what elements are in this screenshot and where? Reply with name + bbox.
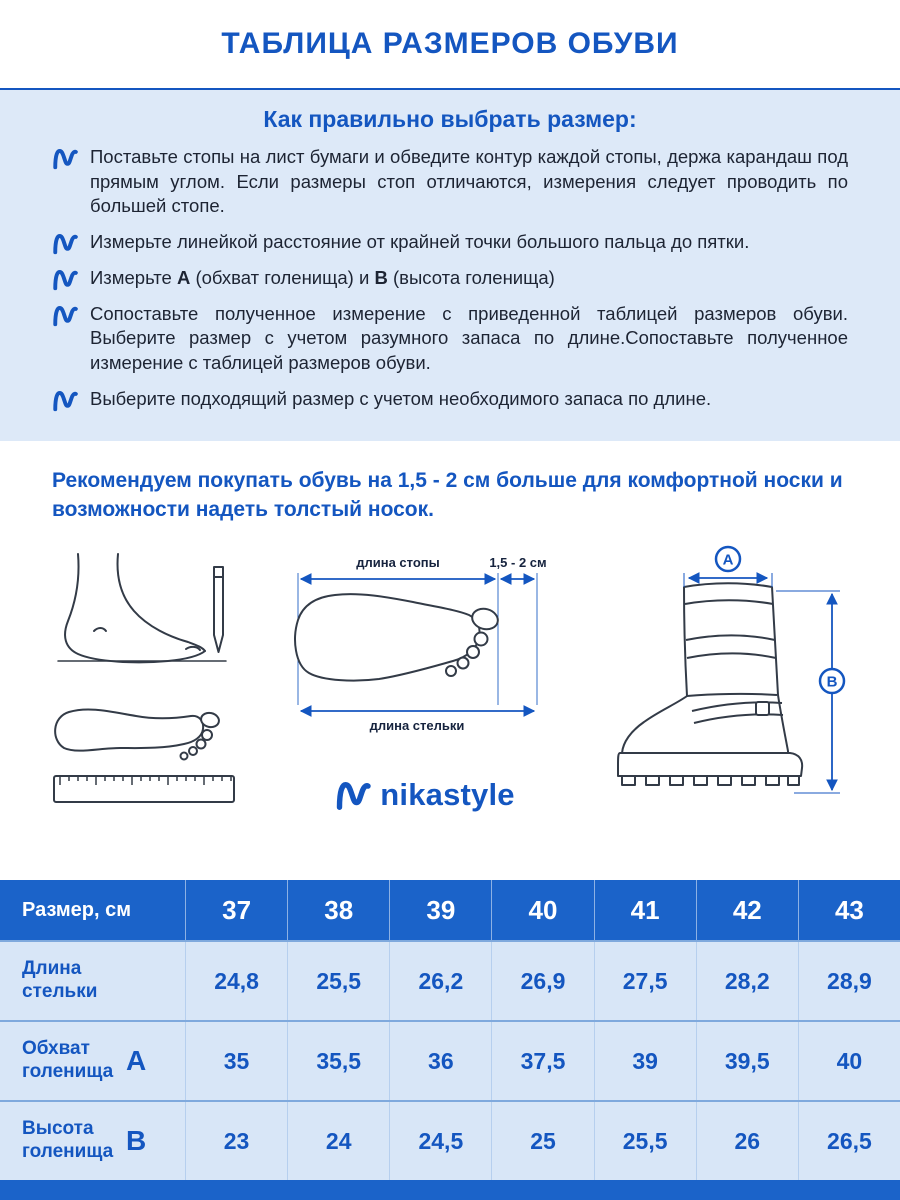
howto-item-1 — [52, 145, 848, 219]
brand-bullet-icon — [52, 146, 78, 170]
table-value-cell: 24,8 — [185, 942, 287, 1020]
howto-item-4 — [52, 302, 848, 376]
row-label: Обхват голенища — [22, 1038, 114, 1082]
table-value-cell: 35,5 — [287, 1022, 389, 1100]
table-value-cell: 39 — [594, 1022, 696, 1100]
howto-item-2 — [52, 230, 848, 255]
table-value-cell: 40 — [798, 1022, 900, 1100]
size-column-header: 38 — [287, 880, 389, 940]
foot-tracing-illustration — [44, 551, 244, 676]
recommendation-text: Рекомендуем покупать обувь на 1,5 - 2 см больше для комфортной носки и возможности надеть толстый носок. — [52, 468, 843, 521]
table-value-cell: 23 — [185, 1102, 287, 1180]
boot-measure-illustration — [606, 545, 856, 807]
table-value-cell: 24,5 — [389, 1102, 491, 1180]
howto-item-text: Измерьте линейкой расстояние от крайней точки большого пальца до пятки. — [90, 230, 750, 252]
shaft-height-row — [0, 1100, 900, 1180]
table-value-cell: 26,2 — [389, 942, 491, 1020]
row-label: Высота голенища — [22, 1118, 114, 1162]
brand-logo-text: nikastyle — [380, 776, 515, 812]
size-column-header: 37 — [185, 880, 287, 940]
howto-list — [52, 145, 848, 412]
row-label-cell — [0, 1022, 185, 1100]
howto-item-3 — [52, 266, 848, 291]
foot-sole-ruler-illustration — [44, 690, 244, 815]
girth-letter-badge: А — [722, 551, 734, 568]
table-value-cell: 28,2 — [696, 942, 798, 1020]
table-value-cell: 28,9 — [798, 942, 900, 1020]
height-letter-badge: В — [826, 673, 838, 690]
table-header-row — [0, 880, 900, 940]
howto-item-text: Сопоставьте полученное измерение с приведенной таблицей размеров обуви. Выберите размер с учетом разумного запаса по длине.Сопоставьте полученное измерение с таблицей размеров обуви. — [90, 302, 848, 373]
table-value-cell: 26 — [696, 1102, 798, 1180]
brand-bullet-icon — [52, 231, 78, 255]
brand-logo-icon — [335, 778, 371, 811]
size-column-header: 41 — [594, 880, 696, 940]
table-value-cell: 25,5 — [287, 942, 389, 1020]
table-value-cell: 39,5 — [696, 1022, 798, 1100]
row-label: Длина стельки — [22, 958, 98, 1002]
shaft-girth-row — [0, 1020, 900, 1100]
foot-length-label: длина стопы — [356, 554, 440, 570]
height-letter: В — [374, 266, 388, 288]
howto-item-text: Поставьте стопы на лист бумаги и обведите контур каждой стопы, держа карандаш под прямым углом. Если размеры стоп отличаются, измерения следует проводить по большей стопе. — [90, 146, 848, 217]
table-value-cell: 25,5 — [594, 1102, 696, 1180]
brand-bullet-icon — [52, 267, 78, 291]
row-letter: А — [126, 1045, 147, 1076]
howto-item-text — [90, 266, 555, 291]
table-value-cell: 27,5 — [594, 942, 696, 1020]
brand-logo — [335, 777, 515, 813]
table-value-cell: 26,9 — [491, 942, 593, 1020]
page-title: ТАБЛИЦА РАЗМЕРОВ ОБУВИ — [221, 27, 679, 60]
measure-figure-column — [285, 545, 565, 813]
text-fragment: (обхват голенища) и — [190, 266, 375, 288]
brand-bullet-icon — [52, 303, 78, 327]
measurement-figures — [0, 531, 900, 881]
size-column-header: 40 — [491, 880, 593, 940]
text-fragment: Измерьте — [90, 266, 177, 288]
tracing-figures-column — [44, 545, 244, 815]
page-header — [0, 0, 900, 90]
insole-length-label: длина стельки — [369, 717, 465, 733]
size-column-header: 39 — [389, 880, 491, 940]
insole-length-row — [0, 940, 900, 1020]
table-value-cell: 25 — [491, 1102, 593, 1180]
size-column-header: 43 — [798, 880, 900, 940]
table-value-cell: 36 — [389, 1022, 491, 1100]
table-value-cell: 37,5 — [491, 1022, 593, 1100]
howto-heading: Как правильно выбрать размер: — [263, 106, 637, 132]
allowance-label: 1,5 - 2 см — [489, 554, 547, 570]
table-value-cell: 26,5 — [798, 1102, 900, 1180]
recommendation-section — [0, 441, 900, 531]
size-column-header: 42 — [696, 880, 798, 940]
bottom-accent-bar — [0, 1180, 900, 1200]
table-value-cell: 35 — [185, 1022, 287, 1100]
table-value-cell: 24 — [287, 1102, 389, 1180]
row-label-cell — [0, 1102, 185, 1180]
howto-item-5 — [52, 387, 848, 412]
girth-letter: А — [176, 266, 191, 288]
foot-measure-illustration — [285, 553, 565, 743]
table-header-label: Размер, см — [22, 898, 132, 921]
boot-figure-column — [606, 545, 856, 807]
size-table — [0, 880, 900, 1180]
row-label-cell — [0, 942, 185, 1020]
text-fragment: (высота голенища) — [387, 266, 555, 288]
row-letter: В — [126, 1125, 147, 1156]
how-to-choose-section — [0, 90, 900, 441]
brand-bullet-icon — [52, 388, 78, 412]
howto-item-text: Выберите подходящий размер с учетом необходимого запаса по длине. — [90, 387, 712, 409]
